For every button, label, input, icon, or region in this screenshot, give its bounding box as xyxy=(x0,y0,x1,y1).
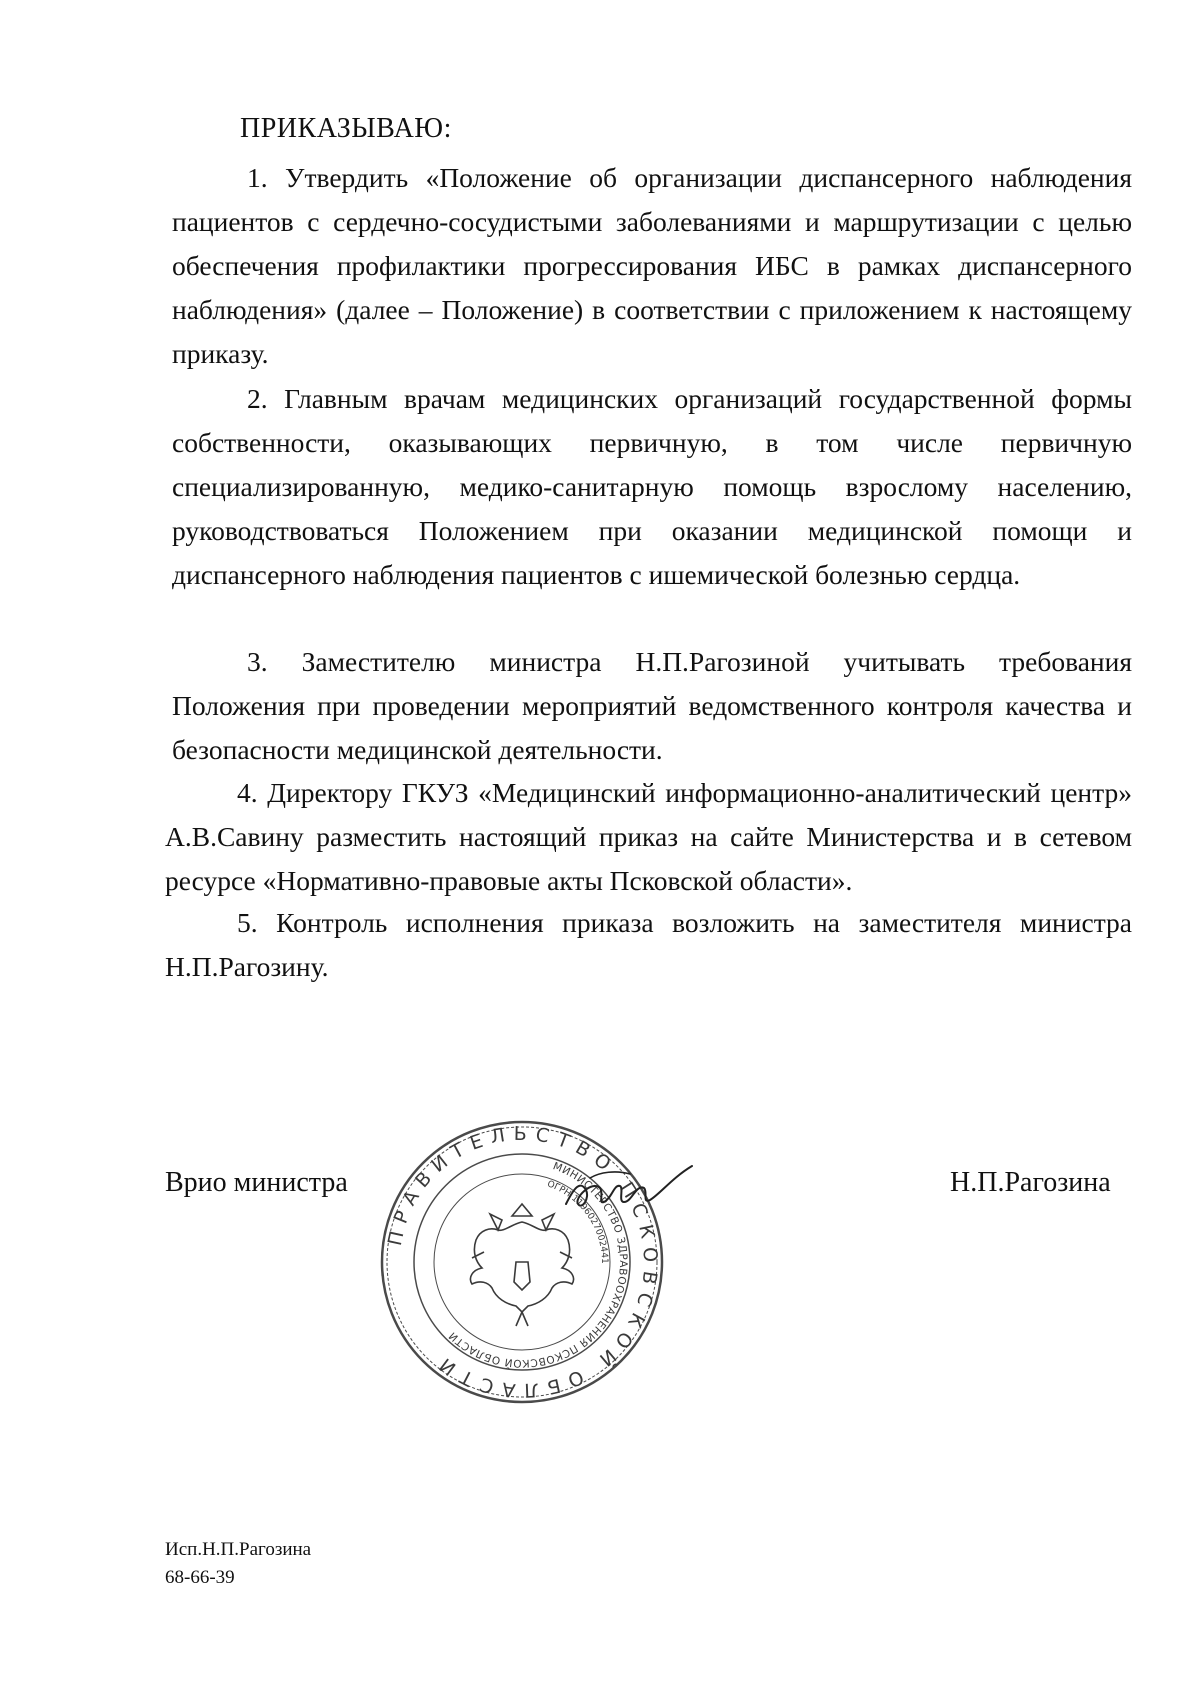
order-item-1: 1. Утвердить «Положение об организации диспансерного наблюдения пациентов с сердечно-сосудистыми заболеваниями и маршрутизации с целью обеспечения профилактики прогрессирования ИБС в рамках диспансерного наблюдения» (далее – Положение) в соответствии с приложением к настоящему приказу. xyxy=(172,162,1132,369)
executor-block xyxy=(165,1536,311,1592)
order-item-2: 2. Главным врачам медицинских организаций государственной формы собственности, оказывающих первичную, в том числе первичную специализированную, медико-санитарную помощь взрослому населению, руководствоваться Положением при оказании медицинской помощи и диспансерного наблюдения пациентов с ишемической болезнью сердца. xyxy=(172,383,1132,590)
signatory-position: Врио министра xyxy=(165,1167,348,1198)
handwritten-signature xyxy=(560,1158,700,1228)
order-item-3: 3. Заместителю министра Н.П.Рагозиной учитывать требования Положения при проведении мероприятий ведомственного контроля качества и безопасности медицинской деятельности. xyxy=(172,646,1132,765)
coat-of-arms-icon xyxy=(470,1204,573,1326)
order-item-4: 4. Директору ГКУЗ «Медицинский информационно-аналитический центр» А.В.Савину разместить настоящий приказ на сайте Министерства и в сетевом ресурсе «Нормативно-правовые акты Псковской области». xyxy=(165,777,1132,896)
stamp-inner-text: МИНИСТЕРСТВО ЗДРАВООХРАНЕНИЯ ПСКОВСКОЙ ОБЛАСТИ xyxy=(446,1160,630,1370)
executor-name: Исп.Н.П.Рагозина xyxy=(165,1539,312,1560)
stamp-outer-text: ПРАВИТЕЛЬСТВО ПСКОВСКОЙ ОБЛАСТИ xyxy=(383,1122,662,1402)
order-heading: ПРИКАЗЫВАЮ: xyxy=(240,113,452,144)
executor-phone: 68-66-39 xyxy=(165,1567,235,1588)
official-stamp xyxy=(372,1112,672,1412)
signatory-name: Н.П.Рагозина xyxy=(950,1167,1111,1198)
stamp-ogrn-text: ОГРН 1196027002441 xyxy=(545,1179,610,1264)
order-item-5: 5. Контроль исполнения приказа возложить на заместителя министра Н.П.Рагозину. xyxy=(165,907,1132,982)
